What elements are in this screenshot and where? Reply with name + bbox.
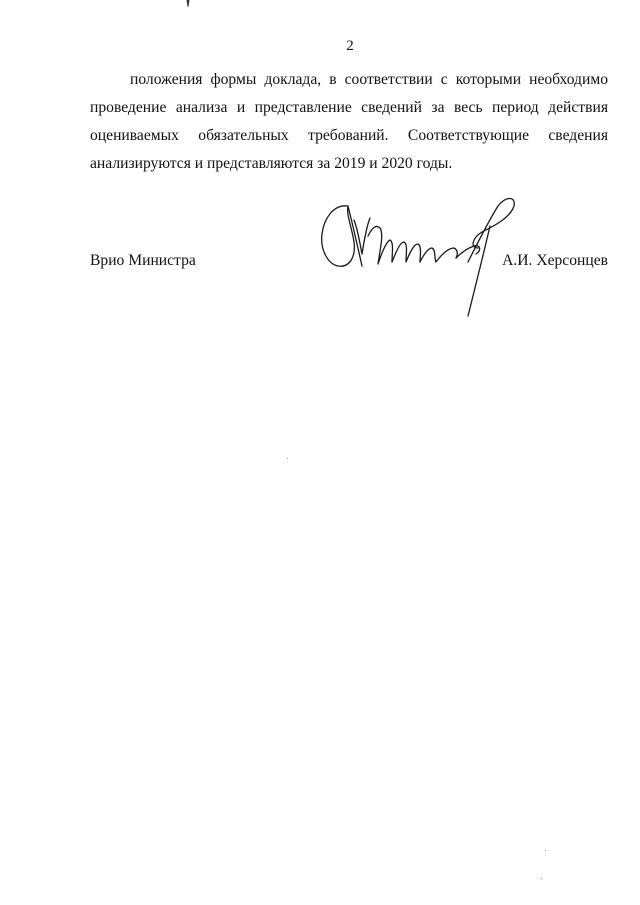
- scan-speck: [545, 850, 546, 851]
- scan-artifact-mark: [186, 0, 190, 8]
- scan-speck: [287, 458, 288, 459]
- handwritten-signature: [318, 192, 528, 320]
- scan-speck: [541, 878, 542, 879]
- signatory-name: А.И. Херсонцев: [502, 252, 608, 269]
- signatory-position: Врио Министра: [90, 252, 196, 269]
- page-number: 2: [346, 38, 354, 54]
- body-paragraph: положения формы доклада, в соответствии с которыми необходимо проведение анализа и представление сведений за весь период действия оцениваемых обязательных требований. Соответствующие сведения анализируются и представляются за 2019 и 2020 годы.: [90, 71, 608, 172]
